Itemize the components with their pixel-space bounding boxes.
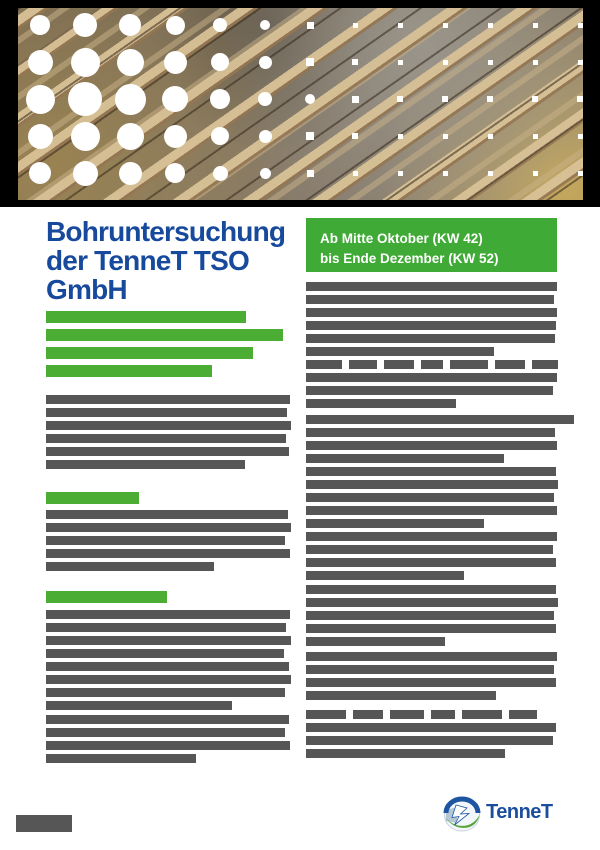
text-line-bar — [46, 447, 289, 456]
halftone-dot — [28, 50, 53, 75]
halftone-dot — [259, 56, 272, 69]
text-line-bar — [306, 321, 556, 330]
text-line-bar — [46, 460, 245, 469]
text-line-bar — [46, 395, 290, 404]
text-line-bar — [46, 421, 291, 430]
halftone-dot — [352, 133, 358, 139]
halftone-dot — [397, 96, 403, 102]
photo-frame — [0, 0, 600, 207]
halftone-dot — [443, 171, 448, 176]
text-line-bar — [306, 723, 556, 732]
text-line-bar — [306, 532, 557, 541]
halftone-dot — [211, 53, 229, 71]
tennet-logo-icon — [442, 796, 482, 834]
text-line-bar — [46, 688, 285, 697]
text-line-bar — [306, 373, 557, 382]
halftone-dot — [488, 23, 493, 28]
halftone-dot — [165, 163, 185, 183]
text-line-bar — [306, 571, 464, 580]
text-line-bar — [306, 637, 445, 646]
halftone-dot — [533, 134, 538, 139]
halftone-dot — [353, 23, 358, 28]
text-line-bar — [46, 591, 167, 603]
halftone-dot — [119, 14, 141, 36]
paragraph-text-bars — [306, 415, 574, 467]
text-line-bar — [46, 649, 284, 658]
halftone-dot — [306, 132, 314, 140]
halftone-dot — [71, 122, 100, 151]
text-line-bar — [306, 454, 504, 463]
tennet-logo — [442, 796, 592, 838]
paragraph-text-bars — [306, 585, 558, 650]
text-line-bar — [46, 434, 286, 443]
halftone-dot — [30, 15, 50, 35]
halftone-dot — [73, 161, 98, 186]
text-line-bar — [46, 311, 246, 323]
halftone-dot — [26, 85, 55, 114]
halftone-dot — [162, 86, 188, 112]
paragraph-text-bars — [306, 467, 558, 532]
page-title-line-3: GmbH — [46, 274, 127, 305]
text-line-bar — [46, 549, 290, 558]
halftone-dot — [487, 96, 493, 102]
text-line-bar — [46, 562, 214, 571]
halftone-dot — [353, 171, 358, 176]
text-line-bar — [46, 329, 283, 341]
paragraph-text-bars — [306, 532, 557, 584]
text-line-bar — [306, 598, 558, 607]
halftone-dot — [307, 22, 314, 29]
halftone-dot — [164, 125, 187, 148]
paragraph-text-bars — [306, 360, 565, 412]
halftone-dot — [532, 96, 538, 102]
halftone-dot — [115, 84, 146, 115]
text-line-bar — [306, 624, 556, 633]
halftone-dot — [443, 134, 448, 139]
text-line-bar — [306, 678, 556, 687]
text-line-bar — [306, 282, 557, 291]
text-line-bar — [46, 662, 289, 671]
text-line-bar — [306, 506, 557, 515]
footer-imprint-block — [16, 815, 72, 832]
text-line-bar — [306, 480, 558, 489]
green-subheading-bar — [46, 311, 283, 383]
halftone-dot — [71, 48, 100, 77]
halftone-dot — [442, 96, 448, 102]
text-line-bar — [306, 611, 554, 620]
halftone-dot — [443, 23, 448, 28]
text-line-bar — [306, 736, 553, 745]
text-line-bar — [306, 558, 556, 567]
text-line-bar — [46, 610, 290, 619]
halftone-dot — [210, 89, 230, 109]
page-title-line-1: Bohruntersuchung — [46, 216, 286, 247]
halftone-dot — [28, 124, 53, 149]
schedule-banner — [306, 218, 557, 272]
text-line-bar — [46, 728, 285, 737]
text-line-bar — [46, 623, 286, 632]
drill-core-photo — [18, 8, 583, 200]
halftone-dot — [488, 60, 493, 65]
text-line-bar — [306, 467, 556, 476]
text-line-bar — [306, 652, 557, 661]
schedule-banner-line-1: Ab Mitte Oktober (KW 42) — [320, 231, 483, 246]
halftone-dot — [578, 134, 583, 139]
text-line-bar — [306, 308, 557, 317]
halftone-dot — [352, 96, 359, 103]
text-line-bar — [306, 295, 554, 304]
page-title-line-2: der TenneT TSO — [46, 245, 249, 276]
text-line-bar — [46, 675, 291, 684]
green-subheading-bar — [46, 591, 167, 607]
halftone-dot — [213, 166, 228, 181]
paragraph-text-bars — [46, 715, 290, 767]
halftone-dot — [73, 13, 97, 37]
halftone-dot — [68, 82, 102, 116]
halftone-dot — [398, 171, 403, 176]
halftone-dot — [117, 123, 144, 150]
halftone-dot — [533, 60, 538, 65]
halftone-dot — [258, 92, 272, 106]
halftone-dot — [211, 127, 229, 145]
halftone-dot — [260, 20, 270, 30]
halftone-dot — [307, 170, 314, 177]
text-line-bar — [306, 691, 496, 700]
halftone-dot — [533, 23, 538, 28]
halftone-dot — [260, 168, 271, 179]
halftone-dot — [352, 59, 358, 65]
text-line-bar — [306, 399, 456, 408]
text-line-bar — [46, 701, 232, 710]
text-line-bar — [306, 441, 557, 450]
green-subheading-bar — [46, 492, 139, 508]
halftone-dot — [443, 60, 448, 65]
text-line-bar — [46, 510, 288, 519]
text-line-bar — [46, 347, 253, 359]
paragraph-text-bars — [306, 652, 557, 704]
halftone-dot — [259, 130, 272, 143]
text-line-bar — [306, 347, 494, 356]
schedule-banner-line-2: bis Ende Dezember (KW 52) — [320, 251, 499, 266]
text-line-bar — [46, 365, 212, 377]
paragraph-text-bars — [46, 610, 291, 714]
text-line-bar — [306, 749, 505, 758]
halftone-dot — [578, 23, 583, 28]
paragraph-text-bars — [306, 710, 556, 762]
text-line-bar — [46, 741, 290, 750]
halftone-dot — [533, 171, 538, 176]
page-title — [46, 217, 296, 304]
paragraph-text-bars — [46, 395, 291, 473]
halftone-dot — [164, 51, 187, 74]
halftone-dot — [488, 171, 493, 176]
halftone-dot — [166, 16, 185, 35]
text-line-bar — [306, 519, 484, 528]
text-line-bar — [306, 415, 574, 424]
text-line-bar — [306, 585, 556, 594]
text-line-bar — [46, 536, 285, 545]
halftone-dot — [305, 94, 315, 104]
halftone-dot — [398, 60, 403, 65]
halftone-dot — [29, 162, 51, 184]
text-line-bar — [46, 636, 291, 645]
paragraph-text-bars — [306, 282, 557, 360]
paragraph-text-bars — [46, 510, 291, 575]
halftone-dot — [577, 96, 583, 102]
text-line-bar — [306, 545, 553, 554]
text-line-bar — [306, 334, 555, 343]
text-line-bar — [306, 493, 554, 502]
tennet-wordmark: TenneT — [486, 801, 553, 823]
text-line-bar — [306, 428, 555, 437]
halftone-dot — [398, 23, 403, 28]
text-line-bar — [46, 754, 196, 763]
halftone-dot — [213, 18, 227, 32]
halftone-dot — [306, 58, 314, 66]
text-line-bar — [46, 492, 139, 504]
halftone-dot — [119, 162, 142, 185]
text-line-bar — [306, 710, 556, 719]
text-line-bar — [46, 523, 291, 532]
text-line-bar — [46, 408, 287, 417]
text-line-bar — [306, 665, 554, 674]
halftone-dot — [398, 134, 403, 139]
halftone-dot — [488, 134, 493, 139]
text-line-bar — [306, 386, 553, 395]
text-line-bar — [306, 360, 565, 369]
halftone-dot — [117, 49, 144, 76]
halftone-dot — [578, 60, 583, 65]
halftone-dot — [578, 171, 583, 176]
text-line-bar — [46, 715, 289, 724]
